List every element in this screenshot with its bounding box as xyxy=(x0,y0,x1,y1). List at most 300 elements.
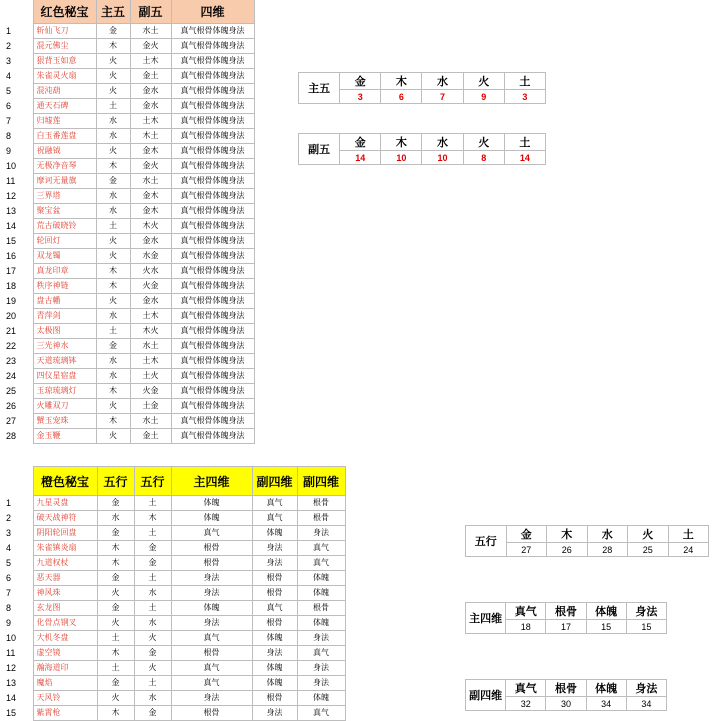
sub-elements: 土木 xyxy=(130,354,171,369)
col-header-treasure: 橙色秘宝 xyxy=(33,467,97,496)
summary-sub-five xyxy=(298,133,546,165)
sub-elements: 金水 xyxy=(130,294,171,309)
summary-value: 14 xyxy=(340,151,381,165)
treasure-name: 祝融钺 xyxy=(33,144,96,159)
main-element: 水 xyxy=(96,309,130,324)
sub-dim-1: 身法 xyxy=(252,646,297,661)
table-row xyxy=(6,526,345,541)
summary-value: 10 xyxy=(422,151,463,165)
sub-dim-2: 身法 xyxy=(297,661,345,676)
sub-dim-2: 真气 xyxy=(297,706,345,721)
main-dim: 身法 xyxy=(171,616,252,631)
summary-header: 真气 xyxy=(506,680,546,697)
summary-header: 水 xyxy=(587,526,628,543)
row-number: 12 xyxy=(6,191,17,201)
element-1: 火 xyxy=(97,691,134,706)
row-number: 6 xyxy=(6,573,12,583)
table-row xyxy=(6,586,345,601)
main-element: 火 xyxy=(96,54,130,69)
element-2: 水 xyxy=(134,586,171,601)
main-dim: 体魄 xyxy=(171,496,252,511)
row-number: 3 xyxy=(6,528,12,538)
main-dim: 根骨 xyxy=(171,541,252,556)
element-1: 火 xyxy=(97,616,134,631)
four-dims: 真气根骨体魄身法 xyxy=(171,324,254,339)
sub-elements: 金水 xyxy=(130,84,171,99)
sub-dim-2: 真气 xyxy=(297,646,345,661)
table-row xyxy=(6,339,254,354)
table-row xyxy=(6,309,254,324)
treasure-name: 金玉鞭 xyxy=(33,429,96,444)
main-element: 火 xyxy=(96,234,130,249)
row-number: 22 xyxy=(6,341,17,351)
sub-dim-1: 真气 xyxy=(252,496,297,511)
element-1: 金 xyxy=(97,601,134,616)
sub-dim-1: 身法 xyxy=(252,556,297,571)
treasure-name: 大机冬盘 xyxy=(33,631,97,646)
four-dims: 真气根骨体魄身法 xyxy=(171,249,254,264)
treasure-name: 盘古幡 xyxy=(33,294,96,309)
table-row xyxy=(6,114,254,129)
summary-value: 27 xyxy=(506,543,547,557)
summary-header: 火 xyxy=(463,134,504,151)
treasure-name: 朱雀镇炎扇 xyxy=(33,541,97,556)
element-1: 木 xyxy=(97,646,134,661)
main-element: 火 xyxy=(96,429,130,444)
summary-value: 25 xyxy=(628,543,669,557)
table-row xyxy=(6,189,254,204)
summary-header: 身法 xyxy=(626,680,666,697)
treasure-name: 轮回灯 xyxy=(33,234,96,249)
col-header-main5: 主五 xyxy=(96,0,130,24)
sub-elements: 土火 xyxy=(130,369,171,384)
row-number: 2 xyxy=(6,513,12,523)
row-number: 10 xyxy=(6,633,17,643)
row-number: 8 xyxy=(6,131,12,141)
row-number: 12 xyxy=(6,663,17,673)
table-row xyxy=(6,219,254,234)
main-dim: 身法 xyxy=(171,571,252,586)
main-element: 水 xyxy=(96,354,130,369)
treasure-name: 荒古破晓铃 xyxy=(33,219,96,234)
table-row xyxy=(6,414,254,429)
row-number: 23 xyxy=(6,356,17,366)
treasure-name: 三界塔 xyxy=(33,189,96,204)
treasure-name: 归墟莲 xyxy=(33,114,96,129)
summary-label: 副四维 xyxy=(466,680,506,711)
row-number: 1 xyxy=(6,498,12,508)
main-dim: 身法 xyxy=(171,691,252,706)
element-1: 金 xyxy=(97,496,134,511)
main-element: 火 xyxy=(96,399,130,414)
treasure-name: 瀚海道印 xyxy=(33,661,97,676)
treasure-name: 阴阳轮回盘 xyxy=(33,526,97,541)
treasure-name: 玄龙图 xyxy=(33,601,97,616)
element-1: 木 xyxy=(97,556,134,571)
table-row xyxy=(6,571,345,586)
four-dims: 真气根骨体魄身法 xyxy=(171,279,254,294)
main-element: 木 xyxy=(96,39,130,54)
table-row xyxy=(6,279,254,294)
row-number: 2 xyxy=(6,41,12,51)
table-row xyxy=(6,399,254,414)
col-header-main4dim: 主四维 xyxy=(171,467,252,496)
main-element: 土 xyxy=(96,324,130,339)
four-dims: 真气根骨体魄身法 xyxy=(171,69,254,84)
sub-elements: 金木 xyxy=(130,144,171,159)
col-header-4dim: 四维 xyxy=(171,0,254,24)
summary-header: 火 xyxy=(628,526,669,543)
four-dims: 真气根骨体魄身法 xyxy=(171,399,254,414)
element-2: 金 xyxy=(134,541,171,556)
element-2: 金 xyxy=(134,646,171,661)
treasure-name: 青萍剑 xyxy=(33,309,96,324)
main-element: 火 xyxy=(96,144,130,159)
summary-header: 水 xyxy=(422,73,463,90)
summary-value: 8 xyxy=(463,151,504,165)
row-number: 5 xyxy=(6,558,12,568)
summary-header: 金 xyxy=(340,134,381,151)
col-header-treasure: 红色秘宝 xyxy=(33,0,96,24)
row-number: 14 xyxy=(6,693,17,703)
summary-main-five xyxy=(298,72,546,104)
sub-elements: 火金 xyxy=(130,384,171,399)
summary-label: 主五 xyxy=(299,73,340,104)
row-number: 4 xyxy=(6,543,12,553)
treasure-name: 太极图 xyxy=(33,324,96,339)
treasure-name: 混元佛尘 xyxy=(33,39,96,54)
col-header-sub4dim-1: 副四维 xyxy=(252,467,297,496)
sub-elements: 金水 xyxy=(130,234,171,249)
main-element: 金 xyxy=(96,174,130,189)
row-number: 11 xyxy=(6,648,16,658)
four-dims: 真气根骨体魄身法 xyxy=(171,219,254,234)
treasure-name: 魔焰 xyxy=(33,676,97,691)
sub-dim-2: 体魄 xyxy=(297,571,345,586)
main-dim: 真气 xyxy=(171,676,252,691)
sub-elements: 金木 xyxy=(130,189,171,204)
element-1: 金 xyxy=(97,526,134,541)
sub-elements: 土木 xyxy=(130,309,171,324)
sub-dim-2: 身法 xyxy=(297,676,345,691)
col-header-sub4dim-2: 副四维 xyxy=(297,467,345,496)
row-number: 18 xyxy=(6,281,17,291)
table-row xyxy=(6,496,345,511)
table-row xyxy=(6,264,254,279)
summary-header: 体魄 xyxy=(586,680,626,697)
main-element: 水 xyxy=(96,369,130,384)
summary-header: 金 xyxy=(340,73,381,90)
row-number: 7 xyxy=(6,588,12,598)
summary-main-four-dims xyxy=(465,602,667,634)
main-element: 水 xyxy=(96,204,130,219)
sub-dim-2: 身法 xyxy=(297,526,345,541)
treasure-name: 聚宝盆 xyxy=(33,204,96,219)
element-1: 土 xyxy=(97,631,134,646)
row-number: 4 xyxy=(6,71,12,81)
main-dim: 真气 xyxy=(171,661,252,676)
table-row xyxy=(6,54,254,69)
four-dims: 真气根骨体魄身法 xyxy=(171,309,254,324)
row-number: 1 xyxy=(6,26,12,36)
table-row xyxy=(6,234,254,249)
row-number: 13 xyxy=(6,678,17,688)
table-row xyxy=(6,429,254,444)
treasure-name: 斩仙飞刀 xyxy=(33,24,96,39)
sub-elements: 金火 xyxy=(130,39,171,54)
sub-elements: 木火 xyxy=(130,219,171,234)
four-dims: 真气根骨体魄身法 xyxy=(171,204,254,219)
main-element: 木 xyxy=(96,159,130,174)
sub-dim-2: 体魄 xyxy=(297,616,345,631)
sub-dim-1: 真气 xyxy=(252,601,297,616)
sub-dim-1: 根骨 xyxy=(252,691,297,706)
sub-elements: 木火 xyxy=(130,324,171,339)
four-dims: 真气根骨体魄身法 xyxy=(171,24,254,39)
four-dims: 真气根骨体魄身法 xyxy=(171,189,254,204)
row-number: 17 xyxy=(6,266,17,276)
table-row xyxy=(6,369,254,384)
row-number: 13 xyxy=(6,206,17,216)
sub-dim-2: 根骨 xyxy=(297,511,345,526)
col-header-sub5: 副五 xyxy=(130,0,171,24)
treasure-name: 火雕双刀 xyxy=(33,399,96,414)
summary-header: 真气 xyxy=(506,603,546,620)
element-2: 土 xyxy=(134,571,171,586)
table-row xyxy=(6,324,254,339)
treasure-name: 神风珠 xyxy=(33,586,97,601)
summary-value: 10 xyxy=(381,151,422,165)
main-element: 火 xyxy=(96,84,130,99)
sub-dim-2: 身法 xyxy=(297,631,345,646)
treasure-name: 摩诃无量旗 xyxy=(33,174,96,189)
row-number: 25 xyxy=(6,386,17,396)
sub-elements: 水金 xyxy=(130,249,171,264)
four-dims: 真气根骨体魄身法 xyxy=(171,414,254,429)
row-number-header xyxy=(6,467,33,496)
row-number: 8 xyxy=(6,603,12,613)
four-dims: 真气根骨体魄身法 xyxy=(171,159,254,174)
table-row xyxy=(6,631,345,646)
table-row xyxy=(6,661,345,676)
table-row xyxy=(6,706,345,721)
summary-value: 18 xyxy=(506,620,546,634)
summary-header: 木 xyxy=(381,134,422,151)
four-dims: 真气根骨体魄身法 xyxy=(171,99,254,114)
table-row xyxy=(6,616,345,631)
summary-header: 身法 xyxy=(626,603,666,620)
main-dim: 真气 xyxy=(171,526,252,541)
four-dims: 真气根骨体魄身法 xyxy=(171,174,254,189)
summary-value: 34 xyxy=(586,697,626,711)
summary-value: 26 xyxy=(547,543,588,557)
element-1: 金 xyxy=(97,676,134,691)
table-row xyxy=(6,294,254,309)
sub-dim-1: 真气 xyxy=(252,511,297,526)
table-row xyxy=(6,129,254,144)
main-element: 水 xyxy=(96,129,130,144)
treasure-name: 狠背玉如意 xyxy=(33,54,96,69)
element-2: 土 xyxy=(134,496,171,511)
summary-label: 主四维 xyxy=(466,603,506,634)
summary-header: 木 xyxy=(381,73,422,90)
main-element: 金 xyxy=(96,24,130,39)
summary-value: 6 xyxy=(381,90,422,104)
row-number: 16 xyxy=(6,251,17,261)
sub-elements: 火金 xyxy=(130,279,171,294)
row-number: 20 xyxy=(6,311,17,321)
main-element: 木 xyxy=(96,384,130,399)
sub-dim-1: 体魄 xyxy=(252,631,297,646)
table-row xyxy=(6,39,254,54)
table-row xyxy=(6,646,345,661)
element-2: 水 xyxy=(134,691,171,706)
treasure-name: 秩序神链 xyxy=(33,279,96,294)
four-dims: 真气根骨体魄身法 xyxy=(171,294,254,309)
four-dims: 真气根骨体魄身法 xyxy=(171,384,254,399)
treasure-name: 玉琼琉璃灯 xyxy=(33,384,96,399)
summary-value: 7 xyxy=(422,90,463,104)
table-row xyxy=(6,384,254,399)
sub-elements: 金土 xyxy=(130,429,171,444)
treasure-name: 蟹玉宠珠 xyxy=(33,414,96,429)
sub-elements: 金水 xyxy=(130,99,171,114)
main-element: 火 xyxy=(96,249,130,264)
element-2: 土 xyxy=(134,526,171,541)
four-dims: 真气根骨体魄身法 xyxy=(171,429,254,444)
main-dim: 根骨 xyxy=(171,646,252,661)
main-element: 土 xyxy=(96,219,130,234)
table-row xyxy=(6,249,254,264)
summary-header: 土 xyxy=(504,73,545,90)
row-number: 28 xyxy=(6,431,17,441)
treasure-name: 九星灵盘 xyxy=(33,496,97,511)
sub-dim-1: 根骨 xyxy=(252,616,297,631)
sub-elements: 金木 xyxy=(130,204,171,219)
summary-wuxing xyxy=(465,525,709,557)
summary-value: 3 xyxy=(340,90,381,104)
summary-value: 3 xyxy=(504,90,545,104)
treasure-name: 九道权杖 xyxy=(33,556,97,571)
sub-elements: 火水 xyxy=(130,264,171,279)
table-row xyxy=(6,204,254,219)
element-2: 火 xyxy=(134,631,171,646)
main-dim: 体魄 xyxy=(171,601,252,616)
treasure-name: 白玉番莲盘 xyxy=(33,129,96,144)
summary-label: 五行 xyxy=(466,526,507,557)
element-1: 水 xyxy=(97,511,134,526)
row-number: 5 xyxy=(6,86,12,96)
element-2: 金 xyxy=(134,706,171,721)
main-element: 木 xyxy=(96,279,130,294)
summary-header: 木 xyxy=(547,526,588,543)
sub-dim-2: 根骨 xyxy=(297,601,345,616)
sub-dim-2: 根骨 xyxy=(297,496,345,511)
row-number: 27 xyxy=(6,416,17,426)
summary-header: 土 xyxy=(668,526,709,543)
main-dim: 根骨 xyxy=(171,556,252,571)
row-number: 26 xyxy=(6,401,17,411)
element-1: 土 xyxy=(97,661,134,676)
table-row xyxy=(6,174,254,189)
table-row xyxy=(6,159,254,174)
element-1: 火 xyxy=(97,586,134,601)
col-header-wuxing-2: 五行 xyxy=(134,467,171,496)
element-1: 木 xyxy=(97,541,134,556)
sub-dim-1: 身法 xyxy=(252,541,297,556)
table-row xyxy=(6,69,254,84)
summary-value: 34 xyxy=(626,697,666,711)
row-number: 19 xyxy=(6,296,17,306)
red-treasure-table xyxy=(6,0,255,444)
summary-header: 根骨 xyxy=(546,680,586,697)
four-dims: 真气根骨体魄身法 xyxy=(171,354,254,369)
sub-dim-2: 真气 xyxy=(297,541,345,556)
summary-label: 副五 xyxy=(299,134,340,165)
treasure-name: 混沌葫 xyxy=(33,84,96,99)
main-element: 水 xyxy=(96,114,130,129)
treasure-name: 紫霄枪 xyxy=(33,706,97,721)
treasure-name: 天道琉璃钵 xyxy=(33,354,96,369)
table-row xyxy=(6,24,254,39)
table-row xyxy=(6,556,345,571)
summary-value: 30 xyxy=(546,697,586,711)
sub-elements: 金火 xyxy=(130,159,171,174)
row-number: 15 xyxy=(6,236,17,246)
row-number: 14 xyxy=(6,221,17,231)
summary-header: 水 xyxy=(422,134,463,151)
sub-elements: 木土 xyxy=(130,129,171,144)
main-element: 木 xyxy=(96,264,130,279)
element-2: 木 xyxy=(134,511,171,526)
table-row xyxy=(6,676,345,691)
sub-dim-1: 根骨 xyxy=(252,586,297,601)
treasure-name: 虚空镜 xyxy=(33,646,97,661)
four-dims: 真气根骨体魄身法 xyxy=(171,114,254,129)
four-dims: 真气根骨体魄身法 xyxy=(171,369,254,384)
four-dims: 真气根骨体魄身法 xyxy=(171,144,254,159)
sub-elements: 水土 xyxy=(130,174,171,189)
table-row xyxy=(6,511,345,526)
summary-value: 32 xyxy=(506,697,546,711)
row-number: 7 xyxy=(6,116,12,126)
sub-elements: 水土 xyxy=(130,24,171,39)
sub-dim-1: 体魄 xyxy=(252,526,297,541)
main-element: 土 xyxy=(96,99,130,114)
main-dim: 真气 xyxy=(171,631,252,646)
main-element: 水 xyxy=(96,189,130,204)
element-2: 金 xyxy=(134,556,171,571)
main-element: 木 xyxy=(96,414,130,429)
four-dims: 真气根骨体魄身法 xyxy=(171,54,254,69)
row-number: 9 xyxy=(6,146,12,156)
table-row xyxy=(6,84,254,99)
orange-treasure-table xyxy=(6,466,346,721)
col-header-wuxing-1: 五行 xyxy=(97,467,134,496)
summary-value: 17 xyxy=(546,620,586,634)
row-number: 3 xyxy=(6,56,12,66)
four-dims: 真气根骨体魄身法 xyxy=(171,234,254,249)
treasure-name: 化骨点钢叉 xyxy=(33,616,97,631)
sub-dim-1: 根骨 xyxy=(252,571,297,586)
table-row xyxy=(6,541,345,556)
sub-elements: 土金 xyxy=(130,399,171,414)
summary-value: 28 xyxy=(587,543,628,557)
summary-header: 体魄 xyxy=(586,603,626,620)
main-element: 金 xyxy=(96,339,130,354)
summary-value: 15 xyxy=(586,620,626,634)
sub-dim-2: 真气 xyxy=(297,556,345,571)
